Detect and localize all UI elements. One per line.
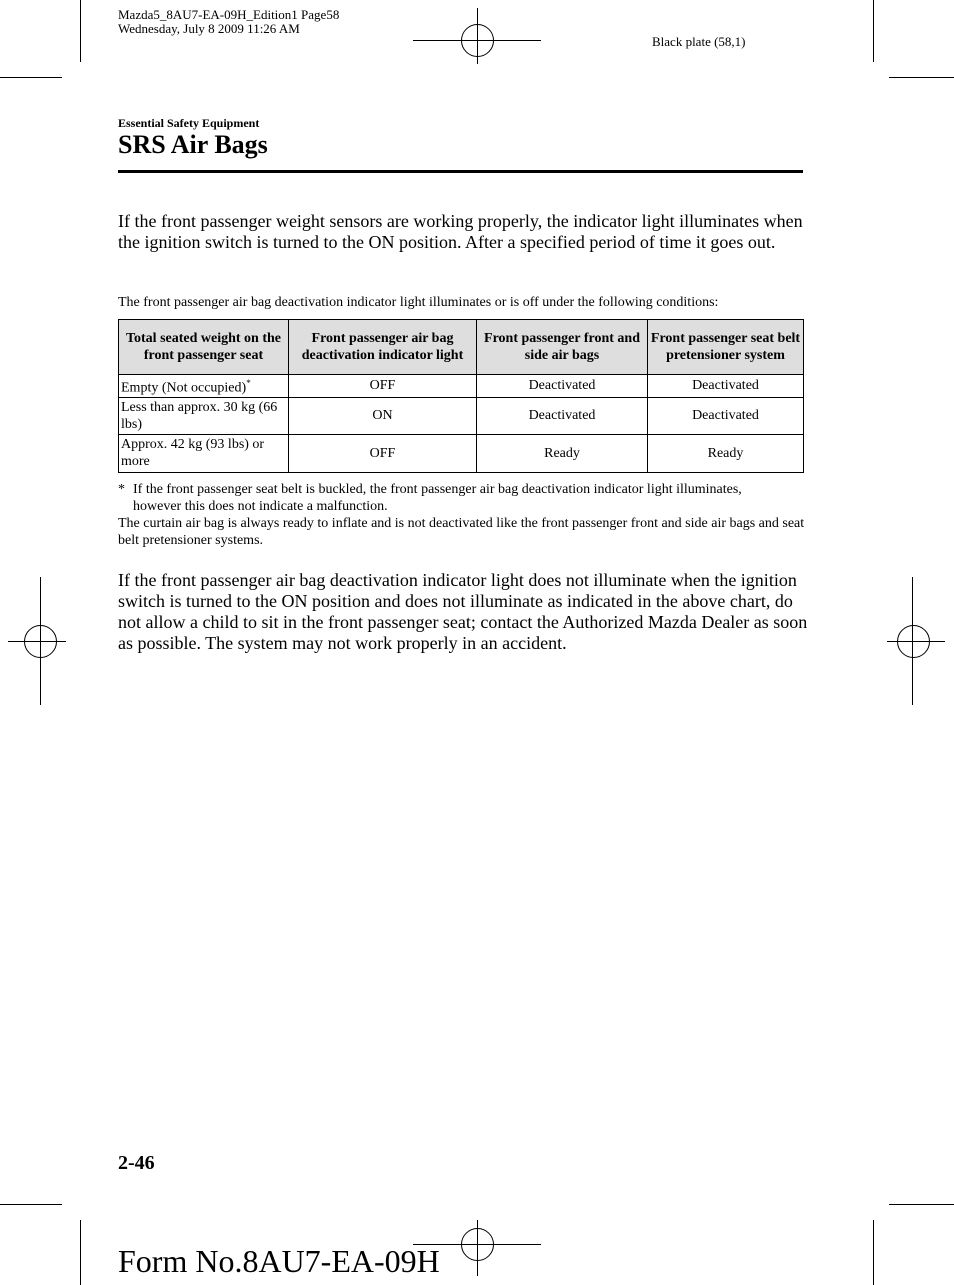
page-title: SRS Air Bags (118, 130, 268, 159)
footnote-text: If the front passenger seat belt is buckled, the front passenger air bag deactivation indicator light illuminates, however this does not indicate a malfunction. (133, 482, 742, 514)
section-label: Essential Safety Equipment (118, 116, 260, 130)
paragraph-child-warning: If the front passenger air bag deactivation indicator light does not illuminate when the ignition switch is turned to the ON position and does not illuminate as indicated in the above chart, do not allow a child to sit in the front passenger seat; contact the Authorized Mazda Dealer as soon as possible. The system may not work properly in an accident. (118, 570, 808, 653)
table-header-row (119, 320, 804, 375)
table-cell: ON (289, 397, 477, 434)
table-cell: Deactivated (648, 397, 804, 434)
curtain-airbag-note: The curtain air bag is always ready to inflate and is not deactivated like the front passenger front and side air bags and seat belt pretensioner systems. (118, 516, 805, 548)
table-cell: Ready (477, 434, 648, 472)
table-intro: The front passenger air bag deactivation indicator light illuminates or is off under the following conditions: (118, 295, 719, 310)
table-cell: Deactivated (477, 397, 648, 434)
print-date-line: Wednesday, July 8 2009 11:26 AM (118, 21, 300, 36)
table-cell: Deactivated (477, 375, 648, 398)
paragraph-indicator-behavior: If the front passenger weight sensors are working properly, the indicator light illuminates when the ignition switch is turned to the ON position. After a specified period of time it goes out. (118, 211, 803, 252)
footnote-mark: * (246, 378, 251, 388)
footnote (118, 481, 808, 515)
table-header-cell: Front passenger seat belt pretensioner system (648, 320, 804, 375)
title-rule (118, 170, 803, 173)
table-header-cell: Total seated weight on the front passenger seat (119, 320, 289, 375)
cell-text: Empty (Not occupied) (121, 380, 247, 396)
conditions-table (118, 319, 804, 473)
form-number: Form No.8AU7-EA-09H (118, 1243, 440, 1279)
table-cell (119, 375, 289, 398)
table-row (119, 375, 804, 398)
table-row (119, 397, 804, 434)
table-header-cell: Front passenger front and side air bags (477, 320, 648, 375)
table-cell: Deactivated (648, 375, 804, 398)
table-cell: Less than approx. 30 kg (66 lbs) (119, 397, 289, 434)
table-header-cell: Front passenger air bag deactivation indicator light (289, 320, 477, 375)
footnote-star: * (118, 482, 125, 497)
table-cell: OFF (289, 375, 477, 398)
page-number: 2-46 (118, 1152, 155, 1174)
table-row (119, 434, 804, 472)
table-cell: Ready (648, 434, 804, 472)
plate-label: Black plate (58,1) (652, 34, 746, 49)
table-cell: Approx. 42 kg (93 lbs) or more (119, 434, 289, 472)
table-cell: OFF (289, 434, 477, 472)
print-file-line: Mazda5_8AU7-EA-09H_Edition1 Page58 (118, 7, 340, 22)
